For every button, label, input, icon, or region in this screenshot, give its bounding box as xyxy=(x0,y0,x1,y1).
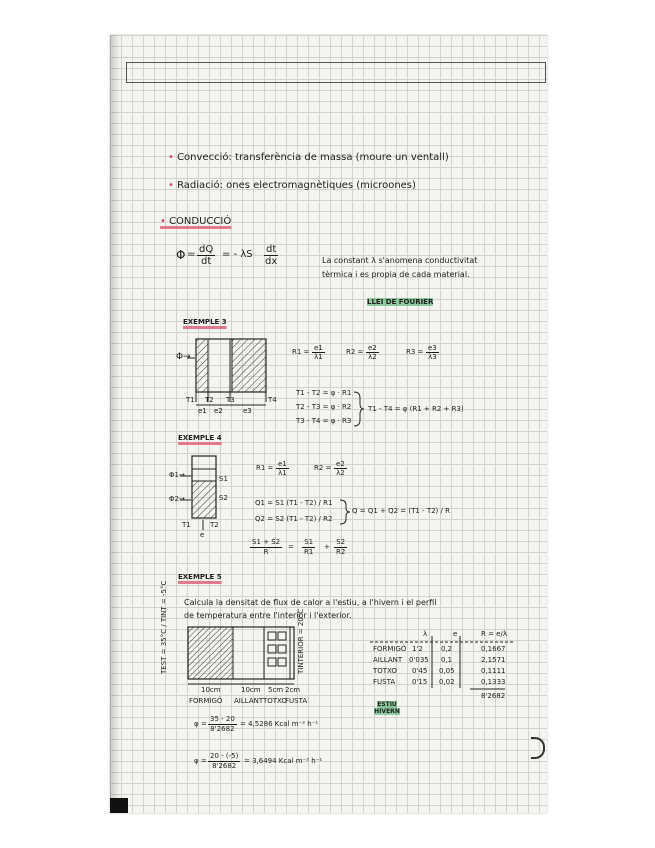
phi2-result: = 3,6494 Kcal m⁻² h⁻¹ xyxy=(244,757,323,765)
example3-T2: T2 xyxy=(205,396,214,404)
table-row-4-e: 0,02 xyxy=(439,678,455,686)
example3-R1-frac: $\frac{e1}{\lambda 1}$ xyxy=(314,344,323,361)
example5-right-temp: TINTERIOR = 20°C xyxy=(297,608,305,674)
example5-width-4: 2cm xyxy=(285,686,301,694)
example4-fracC: $\frac{S2}{R2}$ xyxy=(336,538,346,556)
phi1-label: φ = xyxy=(194,720,207,728)
example5-text-2: de temperatura entre l'interior i l'exterior. xyxy=(184,611,352,620)
example4-wall xyxy=(180,456,216,530)
table-row-4-lambda: 0'15 xyxy=(412,678,428,686)
example4-eq: = xyxy=(288,543,294,551)
fourier-dq-dt: $\frac{dQ}{dt}$ xyxy=(199,244,214,267)
example4-R2-label: R2 = xyxy=(314,464,332,472)
table-row-1-name: FORMIGÓ xyxy=(373,645,407,653)
fourier-dt-dx: $\frac{dt}{dx}$ xyxy=(265,244,278,267)
example3-eqB: T2 - T3 = φ · R2 xyxy=(296,403,352,411)
bullet-icon: • xyxy=(160,216,170,227)
table-row-1-e: 0,2 xyxy=(441,645,453,653)
example5-material-3: TOTXO xyxy=(263,697,287,705)
example4-fracB: $\frac{S1}{R1}$ xyxy=(304,538,314,556)
example3-eqA: T1 - T2 = φ · R1 xyxy=(296,389,352,397)
fourier-eq: = xyxy=(187,249,196,260)
example4-phi2: Φ2→ xyxy=(169,495,185,503)
table-row-4-name: FUSTA xyxy=(373,678,396,686)
table-row-2-name: AILLANT xyxy=(373,656,403,664)
example3-R3-frac: $\frac{e3}{\lambda 3}$ xyxy=(428,344,437,361)
example5-width-3: 5cm xyxy=(268,686,284,694)
table-row-3-lambda: 0'45 xyxy=(412,667,428,675)
example3-phi: Φ→ xyxy=(176,352,191,362)
phi1-result: = 4,5286 Kcal m⁻² h⁻¹ xyxy=(240,720,319,728)
table-row-2-lambda: 0'035 xyxy=(409,656,429,664)
example4-T1: T1 xyxy=(182,521,191,529)
example3-heading: EXEMPLE 3 xyxy=(183,318,227,326)
convection-text: Convecció: transferència de massa (moure un ventall) xyxy=(177,152,449,163)
example4-heading: EXEMPLE 4 xyxy=(178,434,222,442)
example4-phi1: Φ1→ xyxy=(169,471,185,479)
example3-T3: T3 xyxy=(226,396,235,404)
example4-eqB: Q2 = S2 (T1 - T2) / R2 xyxy=(255,515,333,523)
table-row-3-name: TOTXO xyxy=(373,667,397,675)
example3-R2-label: R2 = xyxy=(346,348,364,356)
example3-R1-label: R1 = xyxy=(292,348,310,356)
table-row-2-R: 2,1571 xyxy=(481,656,506,664)
table-row-3-e: 0,05 xyxy=(439,667,455,675)
table-row-1-lambda: 1'2 xyxy=(412,645,423,653)
example5-text-1: Calcula la densitat de flux de calor a l'estiu, a l'hivern i el perfil xyxy=(184,598,437,607)
example4-sum: Q = Q1 + Q2 = (T1 - T2) / R xyxy=(352,507,450,515)
example3-e2: e2 xyxy=(214,407,223,415)
season-highlight: ESTIU HIVERN xyxy=(374,701,400,715)
fourier-minus: = - λS xyxy=(222,249,253,260)
conduction-heading: • CONDUCCIÓ xyxy=(160,216,232,227)
table-row-3-R: 0,1111 xyxy=(481,667,506,675)
example5-material-1: FORMIGÓ xyxy=(189,697,223,705)
phi1-frac: $\frac{35 - 20}{8'2682}$ xyxy=(210,715,235,733)
example3-eqC: T3 - T4 = φ · R3 xyxy=(296,417,352,425)
example3-sum: T1 - T4 = φ (R1 + R2 + R3) xyxy=(368,405,464,413)
example3-R3-label: R3 = xyxy=(406,348,424,356)
table-header-e: e xyxy=(453,630,458,638)
example4-S2: S2 xyxy=(219,494,228,502)
example3-brace xyxy=(354,392,364,426)
example5-material-4: FUSTA xyxy=(285,697,308,705)
table-header-R: R = e/λ xyxy=(481,630,507,638)
example4-R1-frac: $\frac{e1}{\lambda 1}$ xyxy=(278,460,287,477)
example4-plus: + xyxy=(324,543,330,551)
example3-e1: e1 xyxy=(198,407,207,415)
example5-material-2: AILLANT xyxy=(234,697,264,705)
phi2-frac: $\frac{20 - (-5)}{8'2682}$ xyxy=(210,752,239,770)
example3-R2-frac: $\frac{e2}{\lambda 2}$ xyxy=(368,344,377,361)
phi2-label: φ = xyxy=(194,757,207,765)
example4-S1: S1 xyxy=(219,475,228,483)
fourier-note-1: La constant λ s'anomena conductivitat xyxy=(322,256,478,265)
example5-left-temps: TEST = 35°C / TINT = -5°C xyxy=(160,580,168,674)
example3-T1: T1 xyxy=(186,396,195,404)
example5-wall xyxy=(188,627,294,684)
corner-shadow xyxy=(110,798,128,813)
fourier-phi: Φ xyxy=(176,248,186,262)
example3-T4: T4 xyxy=(268,396,277,404)
example4-fracA: $\frac{S1 + S2}{R}$ xyxy=(252,538,281,556)
table-header-lambda: λ xyxy=(423,630,428,638)
example4-R1-label: R1 = xyxy=(256,464,274,472)
example5-width-1: 10cm xyxy=(201,686,221,694)
table-row-4-R: 0,1333 xyxy=(481,678,506,686)
example3-e3: e3 xyxy=(243,407,252,415)
example4-T2: T2 xyxy=(210,521,219,529)
table-row-1-R: 0,1667 xyxy=(481,645,506,653)
table-row-2-e: 0,1 xyxy=(441,656,453,664)
bullet-icon: • xyxy=(168,152,178,163)
example5-width-2: 10cm xyxy=(241,686,261,694)
table-total: 8'2682 xyxy=(481,692,506,700)
fourier-law-label: LLEI DE FOURIER xyxy=(367,298,434,306)
fourier-note-2: tèrmica i es propia de cada material. xyxy=(322,270,470,279)
example4-R2-frac: $\frac{e2}{\lambda 2}$ xyxy=(336,460,345,477)
radiation-text: Radiació: ones electromagnètiques (microones) xyxy=(177,180,416,191)
example4-eqA: Q1 = S1 (T1 - T2) / R1 xyxy=(255,499,333,507)
example4-brace xyxy=(340,500,350,524)
example4-e: e xyxy=(200,531,205,539)
example5-heading: EXEMPLE 5 xyxy=(178,573,222,581)
bullet-icon: • xyxy=(168,180,178,191)
